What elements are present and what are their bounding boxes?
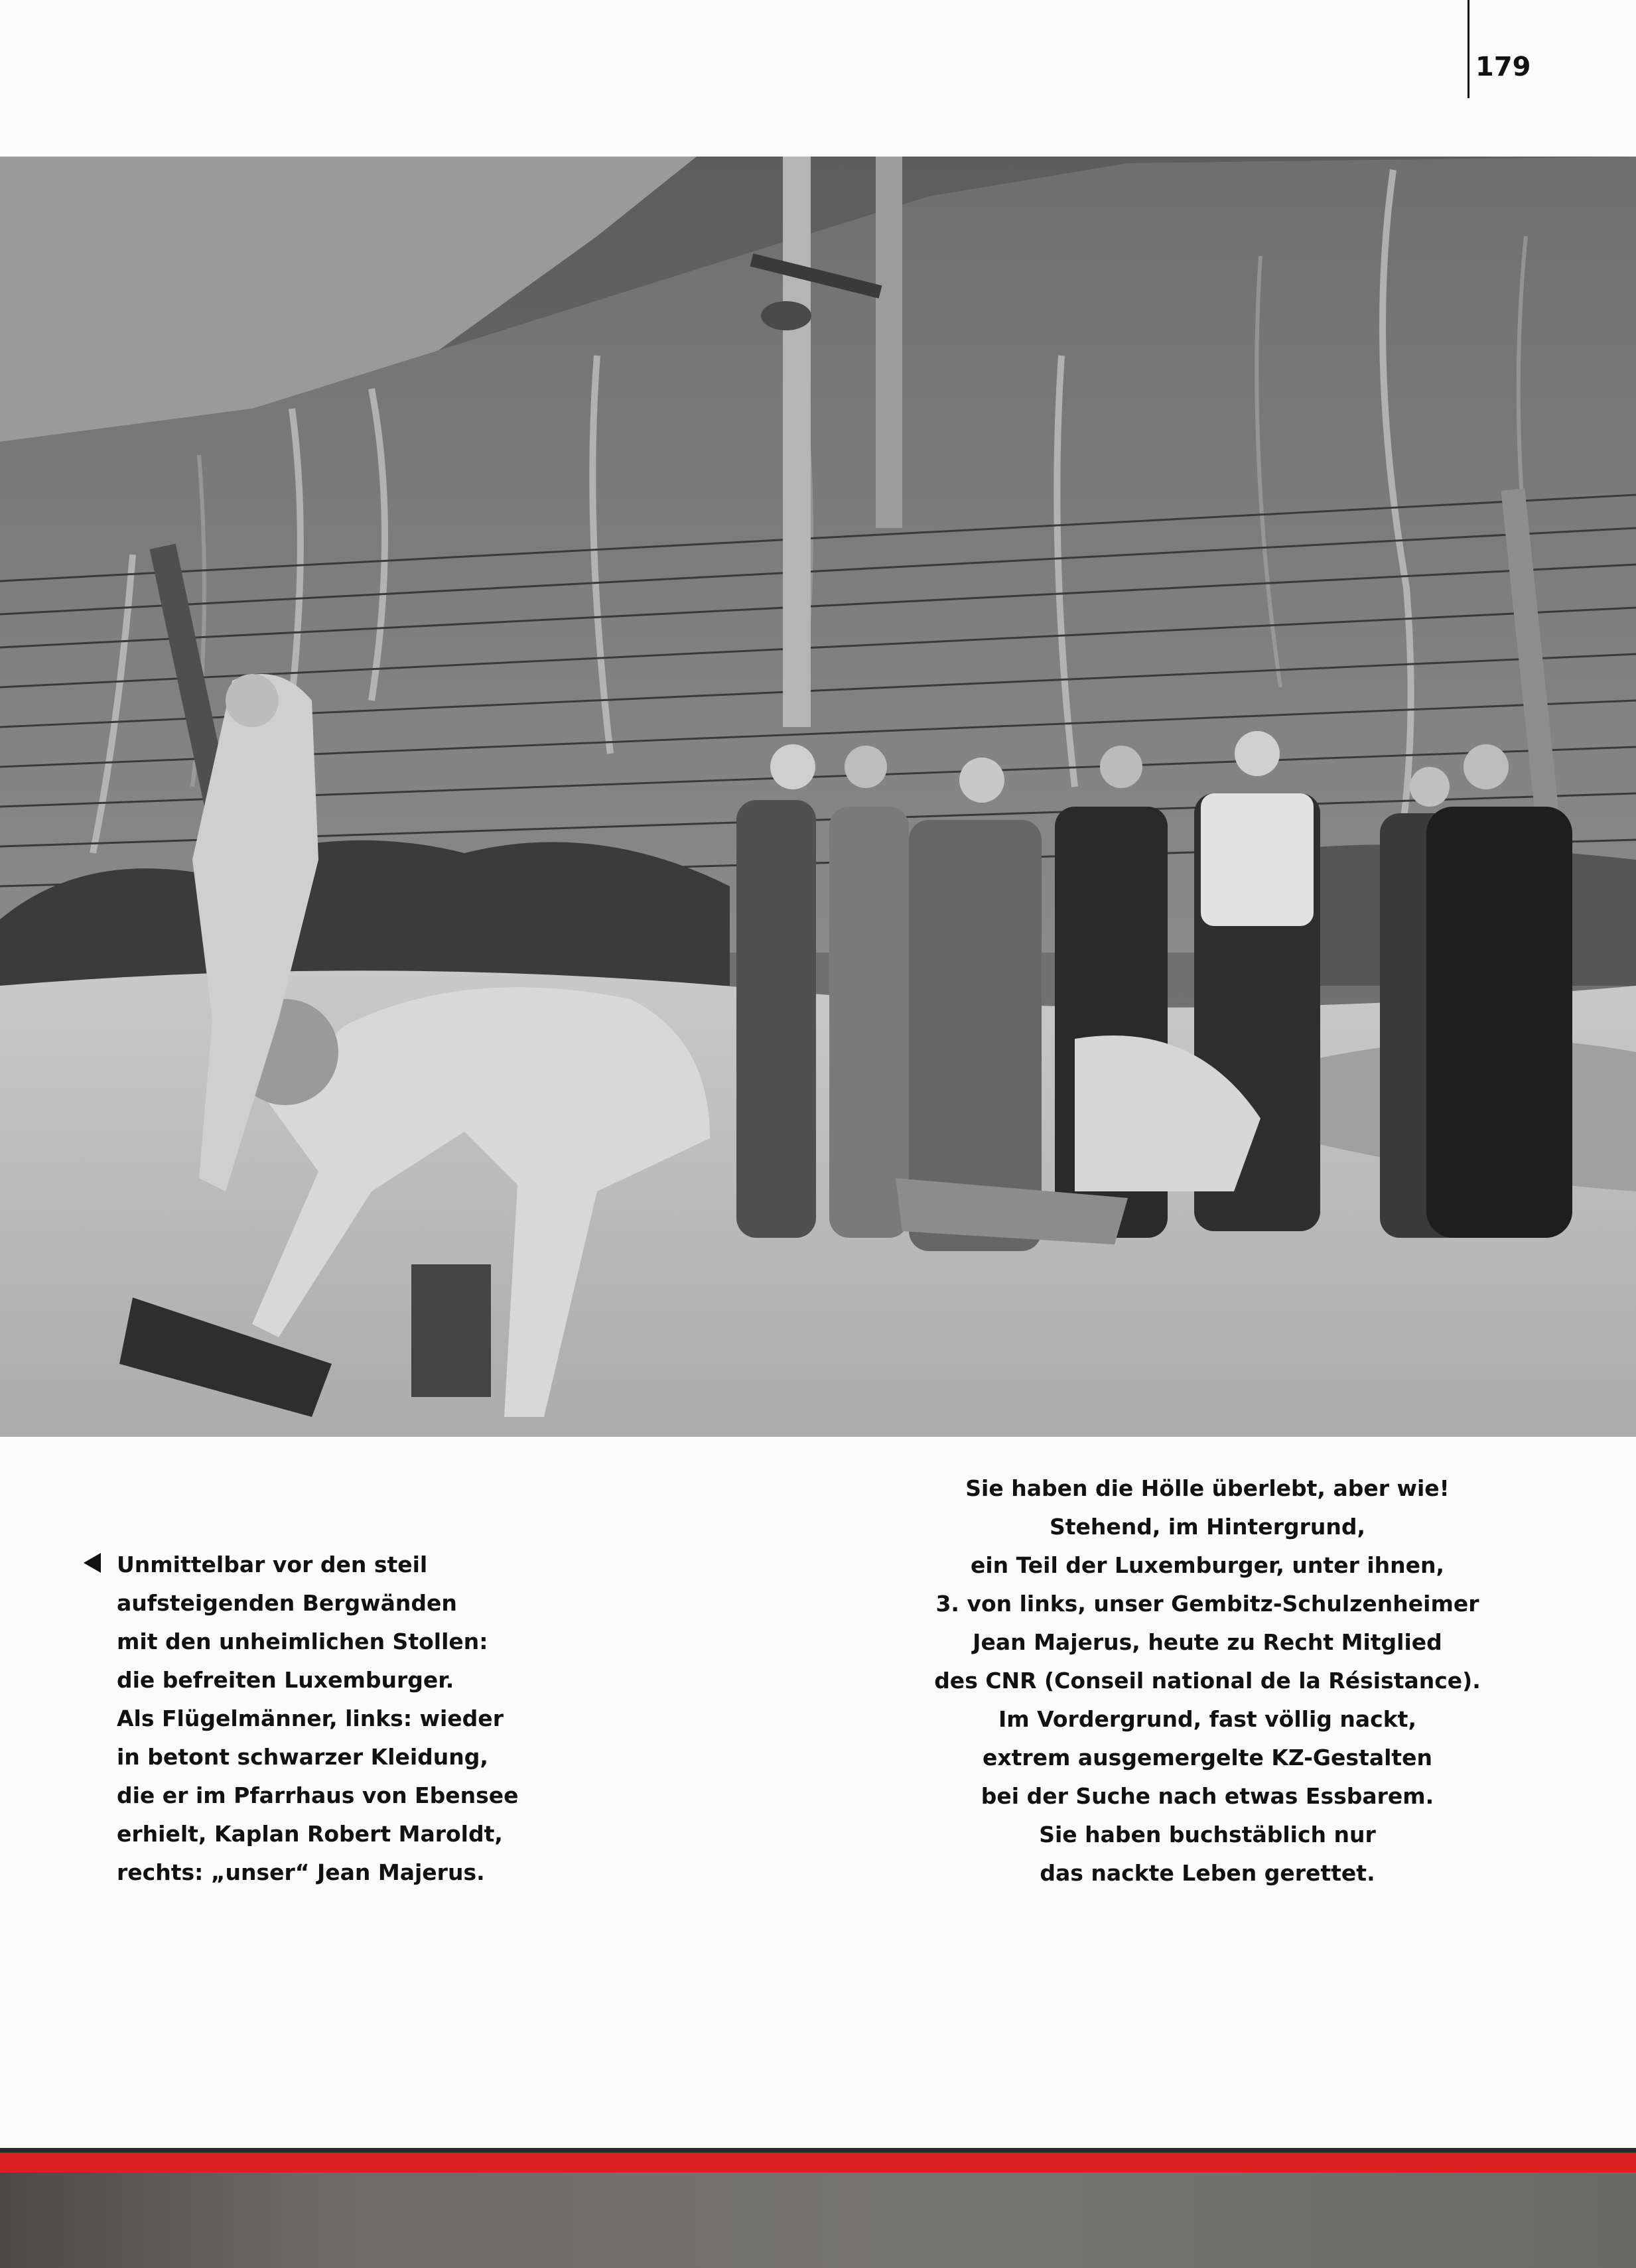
page-margin-rule xyxy=(1467,0,1469,98)
caption-right-line: Sie haben die Hölle überlebt, aber wie! xyxy=(965,1475,1450,1501)
caption-left-line: erhielt, Kaplan Robert Maroldt, xyxy=(117,1821,503,1847)
left-triangle-icon xyxy=(84,1553,101,1573)
caption-right-line: 3. von links, unser Gembitz-Schulzenheimer xyxy=(935,1591,1479,1617)
caption-right-line: extrem ausgemergelte KZ-Gestalten xyxy=(982,1745,1433,1770)
caption-left-line: mit den unheimlichen Stollen: xyxy=(117,1629,488,1654)
caption-right-line: das nackte Leben gerettet. xyxy=(1040,1860,1375,1886)
caption-left-line: Unmittelbar vor den steil xyxy=(117,1552,428,1577)
caption-left-line: aufsteigenden Bergwänden xyxy=(117,1590,457,1616)
caption-right-line: Sie haben buchstäblich nur xyxy=(1039,1822,1376,1847)
caption-right-line: ein Teil der Luxemburger, unter ihnen, xyxy=(970,1552,1445,1578)
red-book-band xyxy=(0,2153,1636,2172)
photograph xyxy=(0,157,1636,1437)
caption-left-line: Als Flügelmänner, links: wieder xyxy=(117,1705,504,1731)
caption-right xyxy=(876,1469,1539,1893)
caption-right-line: des CNR (Conseil national de la Résistance). xyxy=(934,1668,1481,1694)
caption-right-line: bei der Suche nach etwas Essbarem. xyxy=(981,1783,1434,1809)
caption-left-line: die befreiten Luxemburger. xyxy=(117,1667,454,1693)
caption-left-line: rechts: „unser“ Jean Majerus. xyxy=(117,1859,485,1885)
page-number: 179 xyxy=(1475,52,1531,82)
caption-right-line: Jean Majerus, heute zu Recht Mitglied xyxy=(973,1629,1442,1655)
caption-right-line: Im Vordergrund, fast völlig nackt, xyxy=(998,1706,1416,1732)
caption-left-line: die er im Pfarrhaus von Ebensee xyxy=(117,1782,519,1808)
book-edge xyxy=(0,2148,1636,2153)
caption-left-line: in betont schwarzer Kleidung, xyxy=(117,1744,488,1770)
caption-right-line: Stehend, im Hintergrund, xyxy=(1049,1514,1366,1540)
scanner-background xyxy=(0,2172,1636,2268)
caption-left xyxy=(117,1546,714,1892)
